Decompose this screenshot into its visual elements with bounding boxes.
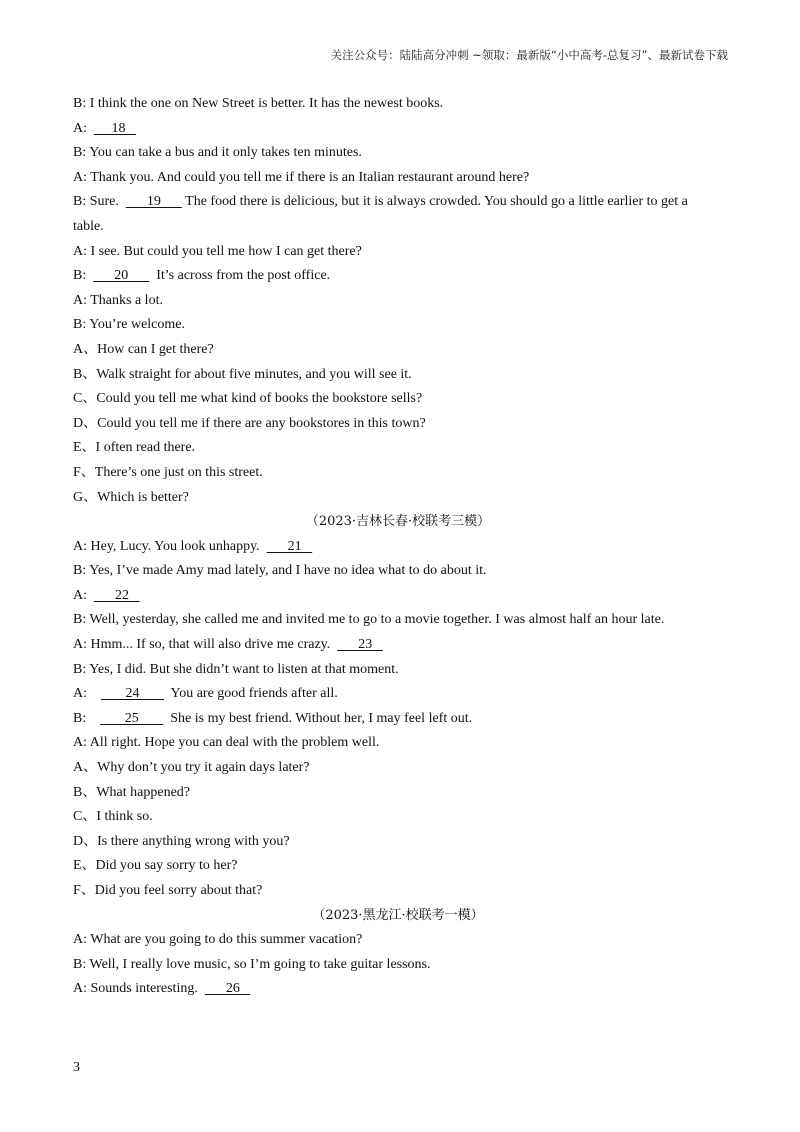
text-line	[73, 215, 723, 240]
line-text: A:	[73, 120, 94, 136]
text-line	[73, 830, 723, 855]
line-text: B、Walk straight for about five minutes, and you will see it.	[73, 366, 412, 382]
answer-blank: 22	[94, 587, 140, 603]
text-line	[73, 117, 723, 142]
text-line	[73, 338, 723, 363]
text-line	[73, 805, 723, 830]
line-text: A: Hmm... If so, that will also drive me crazy.	[73, 637, 338, 653]
text-line	[73, 879, 723, 904]
line-text: A: Thank you. And could you tell me if there is an Italian restaurant around here?	[73, 169, 530, 185]
line-text: A: All right. Hope you can deal with the problem well.	[73, 735, 380, 751]
text-line	[73, 240, 723, 265]
text-line	[73, 953, 723, 978]
text-line	[73, 535, 723, 560]
line-text: F、There’s one just on this street.	[73, 464, 263, 480]
line-text: B: You’re welcome.	[73, 317, 185, 333]
section-source-heading	[73, 510, 723, 535]
line-text-after-blank: It’s across from the post office.	[149, 268, 331, 284]
line-text-after-blank: She is my best friend. Without her, I may feel left out.	[163, 710, 473, 726]
text-line	[73, 486, 723, 511]
answer-blank: 21	[266, 538, 313, 554]
text-line	[73, 436, 723, 461]
text-line	[73, 658, 723, 683]
text-line	[73, 559, 723, 584]
text-line	[73, 854, 723, 879]
text-line	[73, 977, 723, 1002]
line-text: A:	[73, 587, 94, 603]
answer-blank: 20	[93, 268, 150, 284]
page-header: 关注公众号：陆陆高分冲刺 ~领取：最新版“小中高考-总复习”、最新试卷下载	[330, 48, 728, 62]
text-line	[73, 166, 723, 191]
answer-blank: 24	[101, 686, 164, 702]
line-text: （2023·吉林长春·校联考三模）	[305, 514, 491, 530]
line-text: B: Well, yesterday, she called me and invited me to go to a movie together. I was almost half an hour late.	[73, 612, 665, 628]
text-line	[73, 756, 723, 781]
line-text: G、Which is better?	[73, 489, 189, 505]
answer-blank: 23	[337, 637, 383, 653]
text-line	[73, 92, 723, 117]
line-text: F、Did you feel sorry about that?	[73, 883, 263, 898]
line-text: D、Is there anything wrong with you?	[73, 833, 290, 849]
page-number: 3	[73, 1060, 80, 1075]
text-line	[73, 461, 723, 486]
text-line	[73, 584, 723, 609]
line-text: C、Could you tell me what kind of books the bookstore sells?	[73, 391, 423, 407]
answer-blank: 19	[125, 194, 182, 210]
line-text: E、Did you say sorry to her?	[73, 858, 238, 874]
line-text: B: Sure.	[73, 194, 126, 210]
text-line	[73, 412, 723, 437]
text-line	[73, 363, 723, 388]
line-text-after-blank: The food there is delicious, but it is always crowded. You should go a little earlier to get a	[181, 194, 688, 210]
line-text: C、I think so.	[73, 809, 153, 825]
line-text: D、Could you tell me if there are any bookstores in this town?	[73, 415, 426, 431]
text-line	[73, 928, 723, 953]
text-line	[73, 387, 723, 412]
answer-blank: 25	[100, 710, 164, 726]
line-text: B:	[73, 268, 94, 284]
text-line	[73, 731, 723, 756]
line-text: B: You can take a bus and it only takes ten minutes.	[73, 145, 362, 161]
line-text: table.	[73, 218, 104, 234]
answer-blank: 18	[94, 120, 136, 136]
text-line	[73, 682, 723, 707]
text-line	[73, 190, 723, 215]
line-text: A:	[73, 686, 101, 702]
line-text: A: What are you going to do this summer vacation?	[73, 932, 363, 948]
line-text: B:	[73, 710, 101, 726]
line-text-after-blank: You are good friends after all.	[164, 686, 338, 702]
line-text: E、I often read there.	[73, 440, 196, 456]
document-body	[73, 92, 723, 1002]
line-text: B、What happened?	[73, 784, 191, 800]
text-line	[73, 141, 723, 166]
text-line	[73, 608, 723, 633]
text-line	[73, 633, 723, 658]
line-text: B: Yes, I did. But she didn’t want to listen at that moment.	[73, 661, 399, 677]
text-line	[73, 707, 723, 732]
text-line	[73, 289, 723, 314]
line-text: A: I see. But could you tell me how I can get there?	[73, 243, 362, 259]
text-line	[73, 313, 723, 338]
line-text: A、Why don’t you try it again days later?	[73, 760, 310, 776]
line-text: B: I think the one on New Street is better. It has the newest books.	[73, 96, 444, 111]
line-text: A、How can I get there?	[73, 341, 214, 357]
text-line	[73, 264, 723, 289]
text-line	[73, 781, 723, 806]
line-text: A: Hey, Lucy. You look unhappy.	[73, 538, 267, 554]
line-text: B: Well, I really love music, so I’m going to take guitar lessons.	[73, 956, 431, 972]
line-text: A: Thanks a lot.	[73, 292, 163, 308]
line-text: （2023·黑龙江·校联考一模）	[312, 907, 484, 923]
line-text: B: Yes, I’ve made Amy mad lately, and I have no idea what to do about it.	[73, 563, 487, 579]
answer-blank: 26	[204, 981, 251, 997]
line-text: A: Sounds interesting.	[73, 981, 205, 997]
section-source-heading	[73, 904, 723, 929]
